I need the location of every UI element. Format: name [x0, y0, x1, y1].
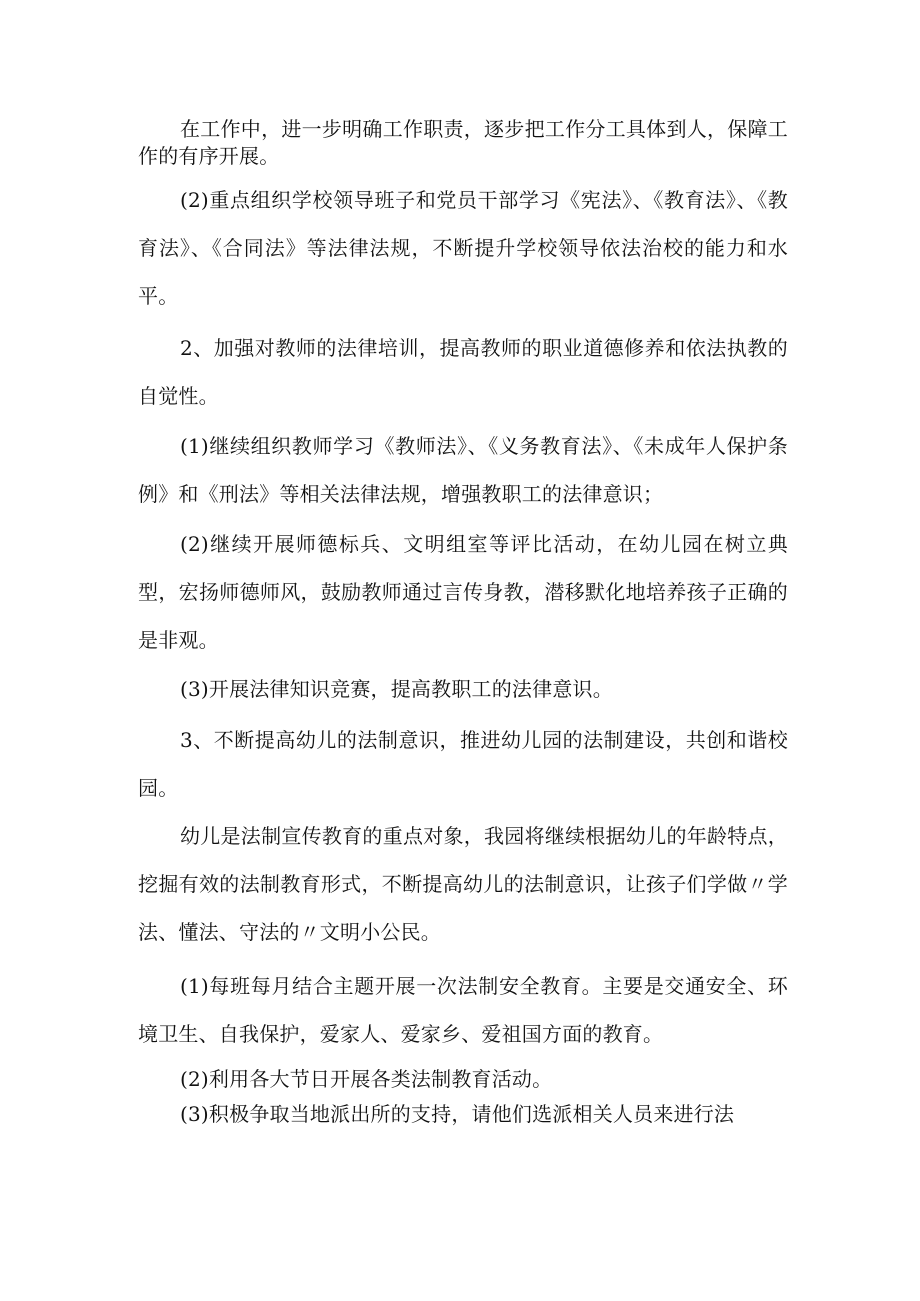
paragraph-1: 在工作中，进一步明确工作职责，逐步把工作分工具体到人，保障工作的有序开展。	[138, 117, 788, 168]
paragraph-10: (2)利用各大节日开展各类法制教育活动。	[180, 1067, 553, 1091]
paragraph-8: 幼儿是法制宣传教育的重点对象，我园将继续根据幼儿的年龄特点，挖掘有效的法制教育形式，不断提高幼儿的法制意识，让孩子们学做〃学法、懂法、守法的〃文明小公民。	[138, 824, 788, 944]
paragraph-5: (2)继续开展师德标兵、文明组室等评比活动，在幼儿园在树立典型，宏扬师德师风，鼓励教师通过言传身教，潜移默化地培养孩子正确的是非观。	[138, 532, 788, 652]
paragraph-2: (2)重点组织学校领导班子和党员干部学习《宪法》、《教育法》、《教育法》、《合同法》等法律法规，不断提升学校领导依法治校的能力和水平。	[138, 188, 788, 308]
paragraph-6: (3)开展法律知识竞赛，提高教职工的法律意识。	[180, 677, 613, 701]
paragraph-11: (3)积极争取当地派出所的支持，请他们选派相关人员来进行法	[180, 1102, 735, 1126]
paragraph-9: (1)每班每月结合主题开展一次法制安全教育。主要是交通安全、环境卫生、自我保护，爱家人、爱家乡、爱祖国方面的教育。	[138, 974, 788, 1046]
paragraph-3: 2、加强对教师的法律培训，提高教师的职业道德修养和依法执教的自觉性。	[138, 336, 788, 408]
paragraph-4: (1)继续组织教师学习《教师法》、《义务教育法》、《未成年人保护条例》和《刑法》等相关法律法规，增强教职工的法律意识；	[138, 434, 788, 506]
paragraph-7: 3、不断提高幼儿的法制意识，推进幼儿园的法制建设，共创和谐校园。	[138, 728, 788, 800]
